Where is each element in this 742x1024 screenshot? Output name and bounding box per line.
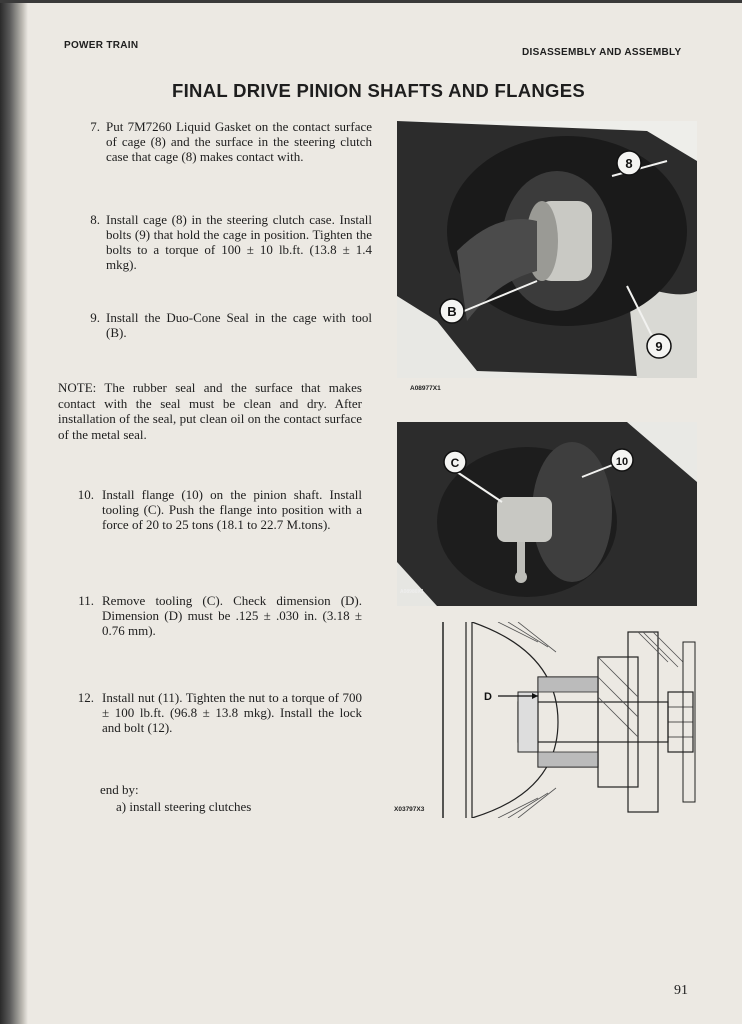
section-header-right: DISASSEMBLY AND ASSEMBLY xyxy=(522,47,682,58)
top-edge-line xyxy=(0,0,742,3)
step-number: 10. xyxy=(77,487,94,502)
callout-10: 10 xyxy=(615,456,629,468)
callout-d: D xyxy=(484,691,492,703)
end-by-item: a) install steering clutches xyxy=(116,799,252,814)
callout-8: 8 xyxy=(625,156,633,171)
step-text: Install nut (11). Tighten the nut to a torque of 700 ± 100 lb.ft. (96.8 ± 13.8 mkg). Install the lock and bolt (12). xyxy=(102,690,362,735)
step-text: Remove tooling (C). Check dimension (D). Dimension (D) must be .125 ± .030 in. (3.18 ± 0.76 mm). xyxy=(102,593,362,638)
end-by-block xyxy=(100,781,251,815)
figure-caption-1: A08977X1 xyxy=(410,385,441,392)
photo-cage-installation xyxy=(397,121,697,378)
callout-9: 9 xyxy=(655,339,663,354)
diagram-dimension-d xyxy=(438,622,700,818)
end-by-label: end by: xyxy=(100,782,139,797)
step-text: Install flange (10) on the pinion shaft. Install tooling (C). Push the flange into position with a force of 20 to 25 tons (18.1 to 22.7 M.tons). xyxy=(102,487,362,532)
callout-c: C xyxy=(450,456,460,470)
page-title: FINAL DRIVE PINION SHAFTS AND FLANGES xyxy=(172,80,585,101)
photo-flange-tooling xyxy=(397,422,697,606)
callout-b: B xyxy=(447,304,457,319)
figure-caption-3: X03797X3 xyxy=(394,806,425,813)
step-text: Install the Duo-Cone Seal in the cage with tool (B). xyxy=(106,310,372,340)
step-number: 7. xyxy=(90,119,100,134)
step-text: Install cage (8) in the steering clutch case. Install bolts (9) that hold the cage in position. Tighten the bolts to a torque of 100 ± 10 lb.ft. (13.8 ± 1.4 mkg). xyxy=(106,212,372,272)
section-header-left: POWER TRAIN xyxy=(64,40,139,51)
page-number: 91 xyxy=(674,983,688,998)
step-text: Put 7M7260 Liquid Gasket on the contact surface of cage (8) and the surface in the steering clutch case that cage (8) makes contact with. xyxy=(106,119,372,164)
step-number: 8. xyxy=(90,212,100,227)
figure-caption-2: A08980X1 xyxy=(400,589,424,595)
book-binding-shadow xyxy=(0,0,28,1024)
step-number: 11. xyxy=(78,593,94,608)
step-number: 9. xyxy=(90,310,100,325)
step-number: 12. xyxy=(77,690,94,705)
note-paragraph: NOTE: The rubber seal and the surface that makes contact with the seal must be clean and dry. After installation of the seal, put clean oil on the contact surface of the metal seal. xyxy=(58,380,362,442)
